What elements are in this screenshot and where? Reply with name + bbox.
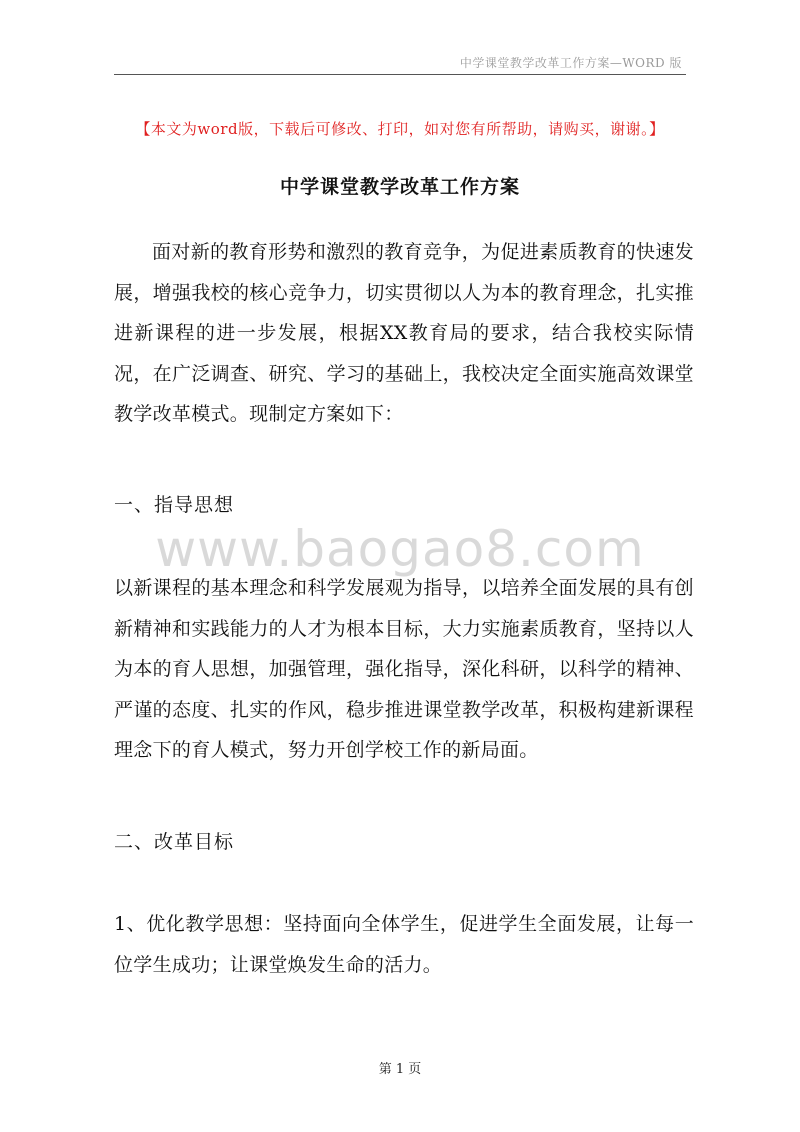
section-heading-guiding-thought: 一、指导思想 — [114, 494, 235, 516]
page-number: 第 1 页 — [378, 1062, 422, 1077]
running-header: 中学课堂教学改革工作方案—WORD 版 — [459, 56, 682, 70]
section-heading-reform-goals: 二、改革目标 — [114, 831, 235, 853]
purchase-notice: 【本文为word版，下载后可修改、打印，如对您有所帮助，请购买，谢谢。】 — [135, 120, 665, 138]
watermark: www.baogao8.com — [155, 520, 645, 578]
section-body-guiding-thought: 以新课程的基本理念和科学发展观为指导，以培养全面发展的具有创新精神和实践能力的人才为根本目标，大力实施素质教育，坚持以人为本的育人思想，加强管理，强化指导，深化科研，以科学的精神、严谨的态度、扎实的作风，稳步推进课堂教学改革，积极构建新课程理念下的育人模式，努力开创学校工作的新局面。 — [114, 577, 694, 761]
section-body-reform-goals: 1、优化教学思想：坚持面向全体学生，促进学生全面发展，让每一位学生成功；让课堂焕发生命的活力。 — [114, 913, 694, 976]
header-rule — [114, 74, 686, 75]
document-title: 中学课堂教学改革工作方案 — [279, 176, 520, 198]
intro-paragraph: 面对新的教育形势和激烈的教育竞争，为促进素质教育的快速发展，增强我校的核心竞争力，切实贯彻以人为本的教育理念，扎实推进新课程的进一步发展，根据XX教育局的要求，结合我校实际情况，在广泛调查、研究、学习的基础上，我校决定全面实施高效课堂教学改革模式。现制定方案如下： — [114, 241, 694, 425]
